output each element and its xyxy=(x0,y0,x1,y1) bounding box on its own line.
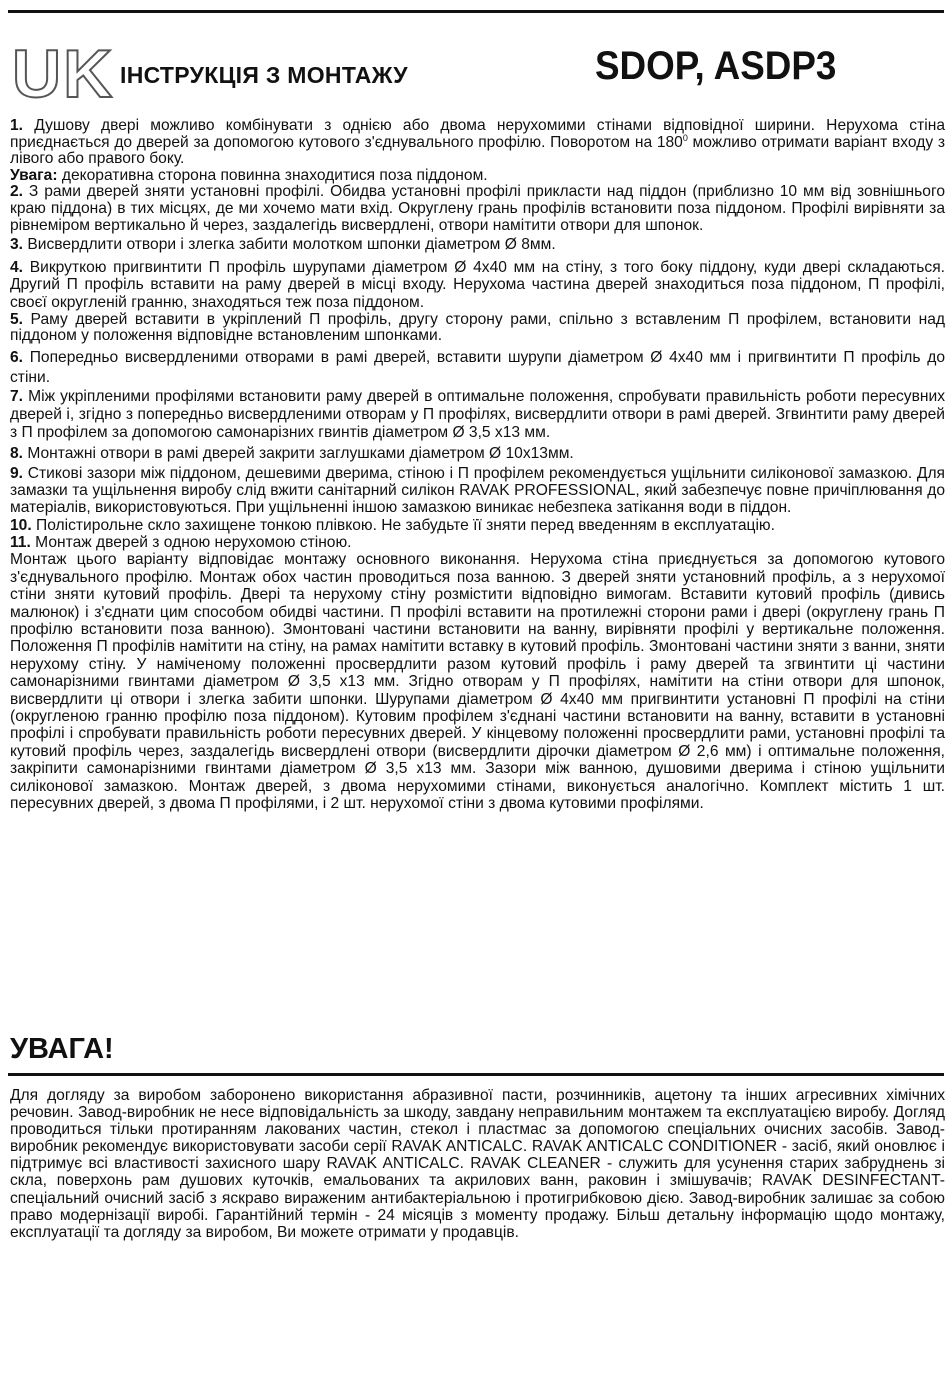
care-paragraph: Для догляду за виробом заборонено використання абразивної пасти, розчинників, ацетону та інших агресивних хімічних речовин. Завод-виробник не несе відповідальність за шкоду, завдану неправильним монтажем та експлуатацією виробу. Догляд проводиться тільки протиранням лакованих частин, стекол і пластмас за допомогою спеціальних очисних засобів. Завод-виробник рекомендує використовувати засоби серії RAVAK ANTICALC. RAVAK ANTICALC CONDITIONER - засіб, який оновлює і підтримує всі властивості захисного шару RAVAK ANTICALC. RAVAK CLEANER - служить для усунення старих забруднень зі скла, поверхонь рам душових куточків, емальованих та акрилових ванн, раковин і змішувачів; RAVAK DESINFECTANT-спеціальний очисний засіб з яскраво вираженим антибактеріальною і протигрибковою дією. Завод-виробник залишає за собою право модернізації виробі. Гарантійний термін - 24 місяців з моменту продажу. Більш детальну інформацію щодо монтажу, експлуатації та догляду за виробом, Ви можете отримати у продавців. xyxy=(10,1087,945,1241)
section-number: 2. xyxy=(10,183,24,201)
section-11 xyxy=(10,535,945,552)
section-text: Раму дверей вставити в укріплений П профіль, другу сторону рами, спільно з вставленим П профілем, встановити над піддоном у положення відповідне встановленим шпонками. xyxy=(10,310,945,345)
section-3 xyxy=(10,237,945,254)
section-10 xyxy=(10,518,945,535)
warning-title: УВАГА! xyxy=(10,1033,114,1065)
section-number: 1. xyxy=(10,117,24,134)
care-instructions xyxy=(10,1087,945,1241)
section-text: Викруткою пригвинтити П профіль шурупами діаметром Ø 4x40 мм на стіну, з того боку піддону, куди двері складаються. Другий П профіль вставити на раму дверей в місці входу. Нерухома частина дверей знаходиться поза піддоном, П профілі, своєї округленій гранню, знаходяться теж поза піддоном. xyxy=(10,258,945,311)
section-8 xyxy=(10,446,945,463)
section-number: 8. xyxy=(10,444,24,462)
degree-superscript: 0 xyxy=(682,132,688,143)
section-9 xyxy=(10,466,945,516)
section-text: Душову двері можливо комбінувати з однією або двома нерухомими стінами відповідної ширини. Нерухома стіна приєднається до дверей за допомогою кутового з'єднувального профілю. Поворотом на 180 xyxy=(10,117,945,151)
section-number: 11. xyxy=(10,533,31,551)
section-text: Попередньо висвердленими отворами в рамі дверей, вставити шурупи діаметром Ø 4x40 мм і пригвинтити П профіль до стіни. xyxy=(10,348,945,386)
section-text: З рами дверей зняти установні профілі. Обидва установні профілі прикласти над піддон (приблизно 10 мм від зовнішнього краю піддона) в тих місцях, де ми хочемо мати вхід. Округлену грань профілів встановити поза піддоном. Профілі вирівняти за рівнеміром вертикально й через, заздалегідь висвердлені, отвори намітити отвори для шпонок. xyxy=(10,183,945,234)
section-text: Стикові зазори між піддоном, дешевими дверима, стіною і П профілем рекомендується ущільнити силіконової замазкою. Для замазки та ущільнення виробу слід вжити санітарний силікон RAVAK PROFESSIONAL, який забезпечує повне причіплювання до матеріалів, використовуються. При ущільненні іншою замазкою виникає небезпека затікання води в піддон. xyxy=(10,465,945,516)
section-text: Полістирольне скло захищене тонкою плівкою. Не забудьте її зняти перед введенням в експлуатацію. xyxy=(31,517,775,535)
section-text: Монтажні отвори в рамі дверей закрити заглушками діаметром Ø 10x13мм. xyxy=(23,444,574,462)
section-6 xyxy=(10,348,945,388)
model-name: SDOP, ASDP3 xyxy=(594,44,836,88)
section-text: Монтаж дверей з одною нерухомою стіною. xyxy=(30,533,352,551)
section-7 xyxy=(10,388,945,442)
section-note xyxy=(10,168,945,185)
header xyxy=(8,36,944,112)
section-text: Висвердлити отвори і злегка забити молотком шпонки діаметром Ø 8мм. xyxy=(23,236,556,254)
section-number: Увага: xyxy=(10,166,58,184)
section-5 xyxy=(10,312,945,345)
document-title: ІНСТРУКЦІЯ З МОНТАЖУ xyxy=(120,62,408,88)
instructions-body xyxy=(10,118,945,812)
section-text: Монтаж цього варіанту відповідає монтажу основного виконання. Нерухома стіна приєднується за допомогою кутового з'єднувального профілю. Монтаж обох частин проводиться поза ванною. З дверей зняти установний профіль, а з нерухомої стіни зняти кутовий профіль. Двері та нерухому стіну розмістити відповідно вимогам. Вставити кутовий профіль (дивись малюнок) і з'єднати цим способом обидві частини. П профілі вставити на протилежні сторони рами і двері (округлену грань П профілю встановити поза ванною). Змонтовані частини встановити на ванну, вирівняти профілі у вертикальне положення. Положення П профілів намітити на стіну, на рамах намітити вставку в кутовий профіль. Змонтовані частини зняти з ванни, зняти нерухому стіну. У наміченому положенні просвердлити разом кутовий профіль і раму дверей та згвинтити ці частини самонарізними гвинтами діаметром Ø 3,5 x13 мм. Згідно отворам у П профілях, намітити на стіни отвори для шпонок, висвердлити ці отвори і злегка забити шпонки. Шурупами діаметром Ø 4x40 мм пригвинтити установні П профілі на стіни (округленою гранню профілю поза піддоном). Кутовим профілем з'єднані частини встановити на ванну, вставити в установні профілі і спробувати правильність роботи пересувних дверей. У кінцевому положенні просвердлити рами, установні профілі та кутовий профіль через, заздалегідь висвердлені отвори (висвердлити дірочки діаметром Ø 2,6 мм) і оптимальне положення, закріпити самонарізними гвинтами діаметром Ø 3,5 x13 мм. Зазори між ванною, душовими дверима і стіною ущільнити силіконової замазкою. Монтаж дверей, з двома нерухомими стінами, виконується аналогічно. Комплект містить 1 шт. пересувних дверей, з двома П профілями, і 2 шт. нерухомої стіни з двома кутовими профілями. xyxy=(10,551,945,812)
section-11-body xyxy=(10,551,945,812)
section-number: 10. xyxy=(10,517,32,535)
section-text: Між укріпленими профілями встановити раму дверей в оптимальне положення, спробувати правильність роботи пересувних дверей і, згідно з попередньо висвердленими отворам у П профілях, висвердлити отвори в рамі дверей. Згвинтити раму дверей з П профілем за допомогою самонарізних гвинтів діаметром Ø 3,5 x13 мм. xyxy=(10,387,945,441)
language-code: UK xyxy=(12,36,115,112)
section-number: 9. xyxy=(10,465,24,483)
section-1 xyxy=(10,118,945,168)
section-2 xyxy=(10,184,945,234)
section-number: 4. xyxy=(10,258,24,276)
section-text-after: можливо отримати варіант входу з лівого або правого боку. xyxy=(10,133,945,168)
section-number: 6. xyxy=(10,348,24,366)
top-rule xyxy=(8,10,944,13)
warning-rule xyxy=(8,1073,944,1076)
section-number: 7. xyxy=(10,387,24,405)
section-4 xyxy=(10,259,945,312)
section-number: 3. xyxy=(10,236,24,254)
section-number: 5. xyxy=(10,310,24,328)
section-text: декоративна сторона повинна знаходитися поза піддоном. xyxy=(57,166,488,184)
